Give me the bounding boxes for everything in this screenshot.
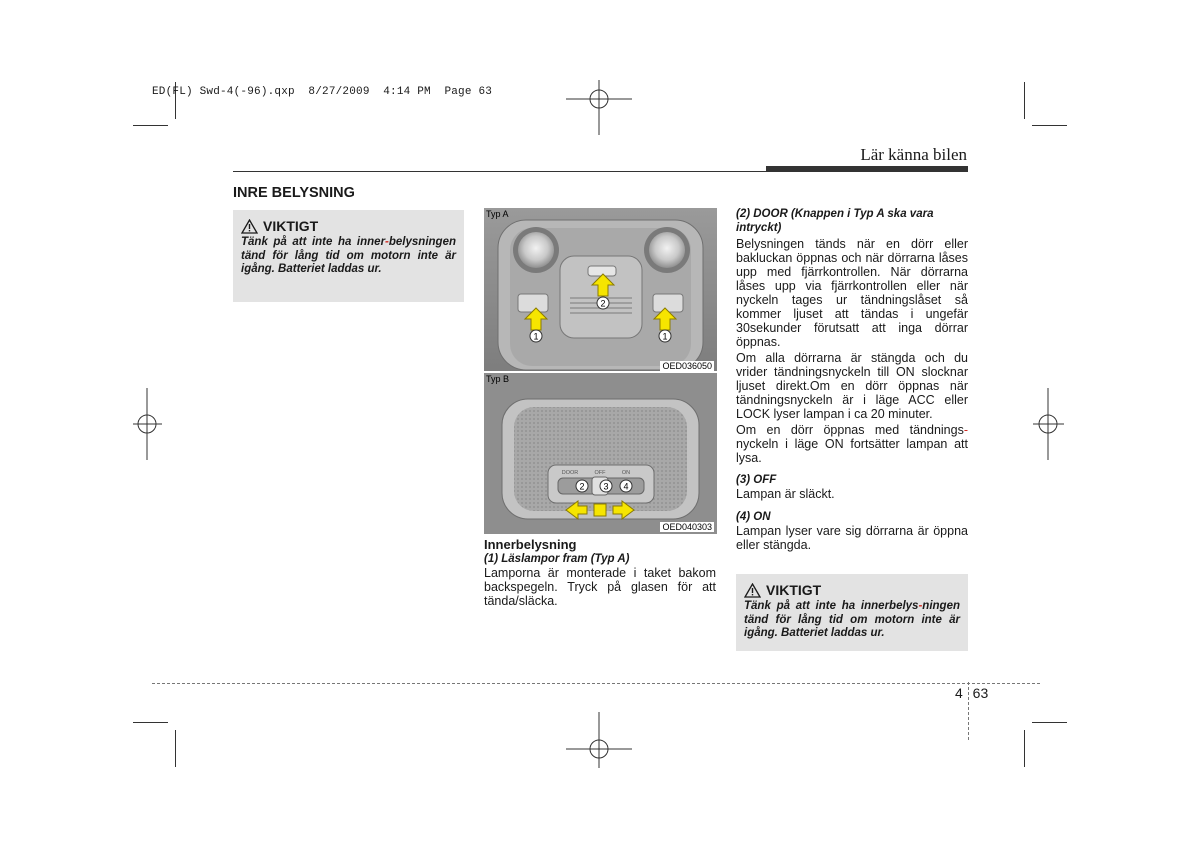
footer-rule: [152, 683, 1040, 684]
on-heading: (4) ON: [736, 511, 771, 523]
door-paragraph-1: Belysningen tänds när en dörr eller bakluckan öppnas och när dörrarna låses upp med fjärrkontrollen. När dörrarna låses upp via fjärrkontrollen eller när nyckeln tages ur tändningslåset så kommer ljuset att tändas i ungefär 30sekunder förutsatt att inga dörrar öppnas.: [736, 237, 968, 349]
warning-label: VIKTIGT: [766, 582, 822, 598]
warning-triangle-icon: [241, 219, 258, 234]
hyphen-mark: -: [918, 600, 923, 612]
item-text: Lamporna är monterade i taket bakom backspegeln. Tryck på glasen för att tända/släcka.: [484, 566, 716, 608]
chapter-title: Lär känna bilen: [860, 145, 967, 164]
door-paragraph-3: Om en dörr öppnas med tändnings-nyckeln i läge ON fortsätter lampan att lysa.: [736, 423, 968, 465]
figure-code: OED036050: [662, 361, 712, 371]
page-number: 4 63: [955, 685, 989, 701]
figure-code: OED040303: [662, 522, 712, 532]
door-heading: (2) DOOR (Knappen i Typ A ska vara intryckt): [736, 208, 934, 234]
warning-label: VIKTIGT: [263, 218, 319, 234]
switch-description-section: [736, 207, 968, 554]
figure-type-a: [484, 208, 717, 373]
warning-text: Tänk på att inte ha inner-belysningen tänd för lång tid om motorn inte är igång. Batteriet laddas ur.: [241, 236, 456, 275]
callout-2: 2: [600, 298, 606, 309]
section-heading: INRE BELYSNING: [233, 185, 355, 201]
subsection-heading: Innerbelysning: [484, 537, 577, 552]
warning-text: Tänk på att inte ha innerbelys-ningen tänd för lång tid om motorn inte är igång. Batteriet laddas ur.: [744, 600, 960, 639]
warning-box-left: [233, 210, 464, 302]
print-header: ED(FL) Swd-4(-96).qxp 8/27/2009 4:14 PM Page 63: [152, 86, 493, 98]
figure-type-b: [484, 371, 717, 534]
on-text: Lampan lyser vare sig dörrarna är öppna eller stängda.: [736, 524, 968, 552]
callout-4: 4: [623, 481, 629, 492]
title-rule-accent: [766, 166, 968, 172]
warning-box-right: [736, 574, 968, 651]
overhead-console-a-illustration: [484, 208, 717, 373]
door-paragraph-2: Om alla dörrarna är stängda och du vrider tändningsnyckeln till ON slocknar ljuset direkt.Om en dörr öppnas när tändningsnyckeln är i läge ACC eller LOCK lyser lampan i ca 20 minuter.: [736, 351, 968, 421]
warning-triangle-icon: [744, 583, 761, 598]
switch-label-door: DOOR: [561, 470, 579, 476]
off-text: Lampan är släckt.: [736, 487, 835, 501]
figure-tag: Typ B: [486, 374, 510, 384]
overhead-console-b-illustration: [484, 373, 717, 534]
switch-label-on: ON: [621, 470, 631, 476]
hyphen-mark: -: [963, 423, 968, 437]
switch-label-off: OFF: [594, 470, 606, 476]
interior-lighting-section: [484, 538, 716, 608]
item-heading: (1) Läslampor fram (Typ A): [484, 553, 630, 565]
hyphen-mark: -: [385, 236, 389, 248]
callout-1-left: 1: [533, 331, 539, 342]
figure-tag: Typ A: [486, 209, 509, 219]
off-heading: (3) OFF: [736, 474, 777, 486]
callout-2: 2: [579, 481, 585, 492]
callout-1-right: 1: [662, 331, 668, 342]
callout-3: 3: [603, 481, 609, 492]
